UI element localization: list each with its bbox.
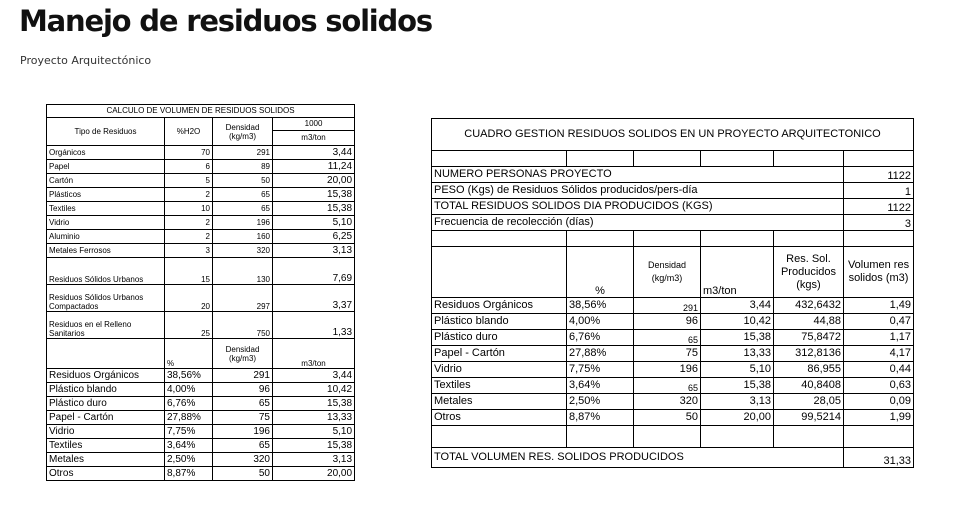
cell-densidad: 50: [213, 174, 273, 188]
cell-pct: 3,64%: [567, 378, 634, 394]
cell-tipo: Papel - Cartón: [432, 346, 567, 362]
cell-densidad: 50: [634, 410, 701, 426]
cell-h2o: 6: [165, 160, 213, 174]
cell-tipo: Residuos Orgánicos: [432, 298, 567, 314]
table-row: [47, 439, 355, 453]
cell-h2o: 2: [165, 216, 213, 230]
cell-tipo: Plástico duro: [432, 330, 567, 346]
cell-tipo: Otros: [432, 410, 567, 426]
table-row: [47, 312, 355, 339]
cell-tipo: Orgánicos: [47, 146, 165, 160]
info-value: 3: [844, 215, 914, 231]
table-row: [432, 199, 914, 215]
cell-densidad: 75: [634, 346, 701, 362]
cell-m3ton: 20,00: [273, 174, 355, 188]
table-row: [47, 160, 355, 174]
cell-m3ton: 13,33: [701, 346, 774, 362]
cell-m3ton: 7,69: [273, 258, 355, 285]
page-subtitle: Proyecto Arquitectónico: [20, 54, 152, 67]
cell-res-producidos: 28,05: [774, 394, 844, 410]
cell-tipo: Papel: [47, 160, 165, 174]
cell-tipo: Vidrio: [47, 216, 165, 230]
cell-m3ton: 3,44: [273, 146, 355, 160]
waste-management-table: [431, 118, 914, 468]
table-row: [432, 330, 914, 346]
cell-m3ton: 13,33: [273, 411, 355, 425]
cell-pct: 38,56%: [567, 298, 634, 314]
cell-m3ton: 5,10: [273, 425, 355, 439]
cell-m3ton: 6,25: [273, 230, 355, 244]
cell-tipo: Textiles: [47, 202, 165, 216]
table-row: [432, 314, 914, 330]
cell-m3ton: 15,38: [273, 188, 355, 202]
table-row: [47, 188, 355, 202]
cell-pct: 6,76%: [567, 330, 634, 346]
table-row: [432, 362, 914, 378]
cell-densidad: 50: [213, 467, 273, 481]
cell-pct: 27,88%: [165, 411, 213, 425]
cell-h2o: 70: [165, 146, 213, 160]
cell-tipo: Plásticos: [47, 188, 165, 202]
cell-pct: 6,76%: [165, 397, 213, 411]
cell-m3ton: 15,38: [701, 378, 774, 394]
cell-tipo: Papel - Cartón: [47, 411, 165, 425]
cell-h2o: 2: [165, 230, 213, 244]
cell-h2o: 3: [165, 244, 213, 258]
cell-res-producidos: 86,955: [774, 362, 844, 378]
cell-res-producidos: 44,88: [774, 314, 844, 330]
cell-densidad: 65: [634, 378, 701, 394]
cell-densidad: 89: [213, 160, 273, 174]
cell-tipo: Aluminio: [47, 230, 165, 244]
cell-volumen: 1,99: [844, 410, 914, 426]
cell-res-producidos: 75,8472: [774, 330, 844, 346]
cell-densidad: 320: [634, 394, 701, 410]
table-row: [47, 216, 355, 230]
table-row: [432, 394, 914, 410]
cell-volumen: 1,17: [844, 330, 914, 346]
cell-densidad: 75: [213, 411, 273, 425]
cell-densidad: 96: [634, 314, 701, 330]
cell-densidad: 196: [634, 362, 701, 378]
table-row: [47, 411, 355, 425]
table-row: [47, 383, 355, 397]
table-row: [47, 397, 355, 411]
cell-tipo: Residuos Sólidos Urbanos Compactados: [47, 285, 165, 312]
cell-m3ton: 20,00: [273, 467, 355, 481]
cell-densidad: 96: [213, 383, 273, 397]
cell-volumen: 0,09: [844, 394, 914, 410]
cell-h2o: 25: [165, 312, 213, 339]
cell-densidad: 750: [213, 312, 273, 339]
table-row: [47, 244, 355, 258]
cell-volumen: 1,49: [844, 298, 914, 314]
info-label: NUMERO PERSONAS PROYECTO: [432, 167, 844, 183]
cell-tipo: Textiles: [47, 439, 165, 453]
cell-m3ton: 15,38: [701, 330, 774, 346]
cell-pct: 4,00%: [567, 314, 634, 330]
cell-pct: 27,88%: [567, 346, 634, 362]
cell-tipo: Plástico duro: [47, 397, 165, 411]
table-caption: CALCULO DE VOLUMEN DE RESIDUOS SOLIDOS: [47, 105, 355, 118]
cell-tipo: Vidrio: [47, 425, 165, 439]
cell-m3ton: 3,13: [273, 453, 355, 467]
table-row: [47, 174, 355, 188]
cell-m3ton: 10,42: [273, 383, 355, 397]
cell-densidad: 65: [213, 439, 273, 453]
info-label: TOTAL RESIDUOS SOLIDOS DIA PRODUCIDOS (KGS): [432, 199, 844, 215]
cell-h2o: 10: [165, 202, 213, 216]
blank-cell: [47, 339, 165, 369]
cell-res-producidos: 99,5214: [774, 410, 844, 426]
table-row: [47, 230, 355, 244]
cell-h2o: 5: [165, 174, 213, 188]
cell-m3ton: 15,38: [273, 202, 355, 216]
cell-m3ton: 5,10: [273, 216, 355, 230]
cell-pct: 2,50%: [567, 394, 634, 410]
table-row: [432, 410, 914, 426]
header-h2o: %H2O: [165, 118, 213, 146]
cell-densidad: 291: [634, 298, 701, 314]
info-value: 1122: [844, 199, 914, 215]
cell-m3ton: 10,42: [701, 314, 774, 330]
cell-m3ton: 5,10: [701, 362, 774, 378]
cell-res-producidos: 40,8408: [774, 378, 844, 394]
cell-densidad: 291: [213, 146, 273, 160]
cell-m3ton: 20,00: [701, 410, 774, 426]
cell-densidad: 130: [213, 258, 273, 285]
blank-cell: [432, 247, 567, 298]
cell-tipo: Residuos Orgánicos: [47, 369, 165, 383]
cell-densidad: 291: [213, 369, 273, 383]
page-title: Manejo de residuos solidos: [19, 4, 432, 38]
spacer-row: [432, 426, 914, 448]
info-value: 1: [844, 183, 914, 199]
cell-m3ton: 3,13: [273, 244, 355, 258]
cell-pct: 8,87%: [165, 467, 213, 481]
cell-pct: 3,64%: [165, 439, 213, 453]
cell-volumen: 4,17: [844, 346, 914, 362]
table-row: [47, 202, 355, 216]
cell-densidad: 65: [213, 202, 273, 216]
table-row: [432, 215, 914, 231]
cell-m3ton: 3,44: [701, 298, 774, 314]
cell-m3ton: 11,24: [273, 160, 355, 174]
volume-calculation-table: [46, 104, 355, 481]
cell-densidad: 65: [213, 397, 273, 411]
table-row: [432, 378, 914, 394]
cell-tipo: Cartón: [47, 174, 165, 188]
cell-m3ton: 15,38: [273, 397, 355, 411]
header-pct: %: [165, 339, 213, 369]
info-label: PESO (Kgs) de Residuos Sólidos producidos/pers-día: [432, 183, 844, 199]
table-row: [432, 346, 914, 362]
cell-m3ton: 1,33: [273, 312, 355, 339]
cell-tipo: Metales Ferrosos: [47, 244, 165, 258]
cell-volumen: 0,47: [844, 314, 914, 330]
cell-densidad: 196: [213, 216, 273, 230]
table-row: [47, 425, 355, 439]
header-m3ton: m3/ton: [273, 131, 355, 146]
total-label: TOTAL VOLUMEN RES. SOLIDOS PRODUCIDOS: [432, 448, 844, 468]
table-row: [47, 467, 355, 481]
cell-tipo: Metales: [47, 453, 165, 467]
cell-m3ton: 3,37: [273, 285, 355, 312]
spacer-row: [432, 151, 914, 167]
table-row: [47, 258, 355, 285]
cell-volumen: 0,63: [844, 378, 914, 394]
table-row: [47, 285, 355, 312]
cell-m3ton: 3,13: [701, 394, 774, 410]
header-densidad-2: Densidad (kg/m3): [213, 339, 273, 369]
cell-pct: 7,75%: [165, 425, 213, 439]
cell-tipo: Textiles: [432, 378, 567, 394]
table-row: [47, 369, 355, 383]
info-label: Frecuencia de recolección (días): [432, 215, 844, 231]
cell-densidad: 160: [213, 230, 273, 244]
table-caption: CUADRO GESTION RESIDUOS SOLIDOS EN UN PROYECTO ARQUITECTONICO: [432, 119, 914, 151]
cell-densidad: 297: [213, 285, 273, 312]
cell-densidad: 65: [213, 188, 273, 202]
cell-tipo: Vidrio: [432, 362, 567, 378]
table-row: [432, 298, 914, 314]
cell-tipo: Otros: [47, 467, 165, 481]
cell-densidad: 196: [213, 425, 273, 439]
cell-h2o: 15: [165, 258, 213, 285]
cell-res-producidos: 312,8136: [774, 346, 844, 362]
cell-tipo: Residuos Sólidos Urbanos: [47, 258, 165, 285]
header-tipo: Tipo de Residuos: [47, 118, 165, 146]
cell-res-producidos: 432,6432: [774, 298, 844, 314]
cell-pct: 4,00%: [165, 383, 213, 397]
table-row: [47, 453, 355, 467]
header-m3ton: m3/ton: [701, 247, 774, 298]
cell-h2o: 2: [165, 188, 213, 202]
cell-pct: 2,50%: [165, 453, 213, 467]
header-densidad: Densidad (kg/m3): [213, 118, 273, 146]
cell-volumen: 0,44: [844, 362, 914, 378]
cell-tipo: Plástico blando: [432, 314, 567, 330]
spacer-row: [432, 231, 914, 247]
cell-m3ton: 15,38: [273, 439, 355, 453]
table-row: [432, 167, 914, 183]
cell-pct: 38,56%: [165, 369, 213, 383]
header-densidad: Densidad (kg/m3): [634, 247, 701, 298]
info-value: 1122: [844, 167, 914, 183]
header-pct: %: [567, 247, 634, 298]
table-row: [47, 146, 355, 160]
header-m3ton-2: m3/ton: [273, 339, 355, 369]
cell-tipo: Metales: [432, 394, 567, 410]
header-volumen: Volumen res solidos (m3): [844, 247, 914, 298]
cell-h2o: 20: [165, 285, 213, 312]
table-row: [432, 183, 914, 199]
cell-densidad: 65: [634, 330, 701, 346]
cell-pct: 8,87%: [567, 410, 634, 426]
header-res-producidos: Res. Sol. Producidos (kgs): [774, 247, 844, 298]
cell-densidad: 320: [213, 244, 273, 258]
cell-densidad: 320: [213, 453, 273, 467]
cell-tipo: Residuos en el Relleno Sanitarios: [47, 312, 165, 339]
cell-m3ton: 3,44: [273, 369, 355, 383]
header-factor: 1000: [273, 118, 355, 131]
cell-tipo: Plástico blando: [47, 383, 165, 397]
total-value: 31,33: [844, 448, 914, 468]
cell-pct: 7,75%: [567, 362, 634, 378]
